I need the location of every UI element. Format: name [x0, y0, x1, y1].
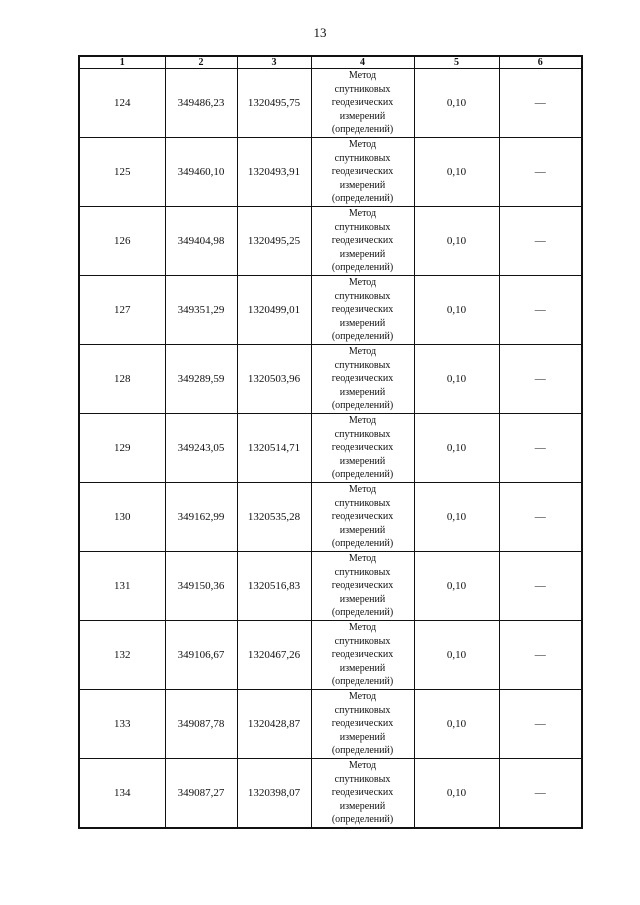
x-coordinate-cell: 349087,27 — [165, 759, 237, 829]
method-cell — [311, 690, 414, 759]
point-number-cell: 129 — [79, 414, 165, 483]
table-row — [79, 414, 582, 483]
y-coordinate-cell: 1320495,25 — [237, 207, 311, 276]
method-text-line: Метод — [348, 277, 377, 289]
y-coordinate-cell: 1320516,83 — [237, 552, 311, 621]
table-row — [79, 759, 582, 829]
method-text-line: (определений) — [331, 262, 394, 274]
method-cell — [311, 621, 414, 690]
method-text-line: (определений) — [331, 469, 394, 481]
y-coordinate-cell: 1320398,07 — [237, 759, 311, 829]
y-coordinate-cell: 1320499,01 — [237, 276, 311, 345]
note-cell: — — [499, 552, 582, 621]
y-coordinate-cell: 1320503,96 — [237, 345, 311, 414]
point-number-cell: 124 — [79, 69, 165, 138]
method-text-line: геодезических — [331, 97, 394, 109]
method-text-line: измерений — [339, 524, 386, 536]
method-cell — [311, 414, 414, 483]
note-cell: — — [499, 345, 582, 414]
x-coordinate-cell: 349162,99 — [165, 483, 237, 552]
column-header-4: 4 — [311, 56, 414, 69]
method-text-line: Метод — [348, 622, 377, 634]
x-coordinate-cell: 349460,10 — [165, 138, 237, 207]
method-text-line: спутниковых — [334, 152, 391, 164]
table-row — [79, 690, 582, 759]
method-text-line: геодезических — [331, 166, 394, 178]
x-coordinate-cell: 349486,23 — [165, 69, 237, 138]
point-number-cell: 128 — [79, 345, 165, 414]
coordinates-table — [78, 55, 583, 829]
method-text-line: измерений — [339, 179, 386, 191]
point-number-cell: 132 — [79, 621, 165, 690]
method-text-line: (определений) — [331, 400, 394, 412]
method-text-line: (определений) — [331, 814, 394, 826]
method-text-line: (определений) — [331, 676, 394, 688]
method-text-line: измерений — [339, 110, 386, 122]
method-text-line: геодезических — [331, 235, 394, 247]
table-row — [79, 621, 582, 690]
table-row — [79, 69, 582, 138]
accuracy-cell: 0,10 — [414, 276, 499, 345]
x-coordinate-cell: 349087,78 — [165, 690, 237, 759]
y-coordinate-cell: 1320428,87 — [237, 690, 311, 759]
method-text-line: (определений) — [331, 193, 394, 205]
note-cell: — — [499, 483, 582, 552]
point-number-cell: 134 — [79, 759, 165, 829]
method-text-line: спутниковых — [334, 428, 391, 440]
table-header-row — [79, 56, 582, 69]
note-cell: — — [499, 276, 582, 345]
method-text-line: измерений — [339, 662, 386, 674]
note-cell: — — [499, 69, 582, 138]
point-number-cell: 133 — [79, 690, 165, 759]
method-text-line: геодезических — [331, 649, 394, 661]
x-coordinate-cell: 349106,67 — [165, 621, 237, 690]
method-text-line: Метод — [348, 760, 377, 772]
accuracy-cell: 0,10 — [414, 552, 499, 621]
method-text-line: (определений) — [331, 124, 394, 136]
method-text-line: измерений — [339, 317, 386, 329]
column-header-6: 6 — [499, 56, 582, 69]
method-text-line: спутниковых — [334, 635, 391, 647]
method-cell — [311, 483, 414, 552]
method-text-line: Метод — [348, 415, 377, 427]
method-text-line: спутниковых — [334, 773, 391, 785]
method-text-line: Метод — [348, 691, 377, 703]
method-text-line: Метод — [348, 346, 377, 358]
method-text-line: спутниковых — [334, 497, 391, 509]
method-text-line: геодезических — [331, 442, 394, 454]
method-cell — [311, 276, 414, 345]
note-cell: — — [499, 138, 582, 207]
point-number-cell: 125 — [79, 138, 165, 207]
point-number-cell: 131 — [79, 552, 165, 621]
method-text-line: геодезических — [331, 511, 394, 523]
note-cell: — — [499, 207, 582, 276]
point-number-cell: 127 — [79, 276, 165, 345]
accuracy-cell: 0,10 — [414, 690, 499, 759]
method-cell — [311, 759, 414, 829]
accuracy-cell: 0,10 — [414, 759, 499, 829]
x-coordinate-cell: 349351,29 — [165, 276, 237, 345]
method-text-line: спутниковых — [334, 221, 391, 233]
method-text-line: геодезических — [331, 304, 394, 316]
column-header-5: 5 — [414, 56, 499, 69]
method-cell — [311, 207, 414, 276]
column-header-2: 2 — [165, 56, 237, 69]
y-coordinate-cell: 1320535,28 — [237, 483, 311, 552]
method-text-line: геодезических — [331, 373, 394, 385]
method-text-line: Метод — [348, 208, 377, 220]
y-coordinate-cell: 1320514,71 — [237, 414, 311, 483]
x-coordinate-cell: 349150,36 — [165, 552, 237, 621]
method-text-line: спутниковых — [334, 359, 391, 371]
table-row — [79, 345, 582, 414]
method-text-line: Метод — [348, 484, 377, 496]
method-text-line: измерений — [339, 248, 386, 260]
table-row — [79, 552, 582, 621]
method-text-line: (определений) — [331, 331, 394, 343]
method-text-line: Метод — [348, 139, 377, 151]
method-text-line: Метод — [348, 553, 377, 565]
table-row — [79, 483, 582, 552]
accuracy-cell: 0,10 — [414, 138, 499, 207]
method-text-line: (определений) — [331, 607, 394, 619]
accuracy-cell: 0,10 — [414, 69, 499, 138]
accuracy-cell: 0,10 — [414, 621, 499, 690]
column-header-3: 3 — [237, 56, 311, 69]
table-row — [79, 207, 582, 276]
method-cell — [311, 69, 414, 138]
x-coordinate-cell: 349289,59 — [165, 345, 237, 414]
x-coordinate-cell: 349404,98 — [165, 207, 237, 276]
method-text-line: измерений — [339, 386, 386, 398]
page-number: 13 — [313, 25, 327, 40]
method-text-line: спутниковых — [334, 566, 391, 578]
method-text-line: Метод — [348, 70, 377, 82]
method-text-line: (определений) — [331, 745, 394, 757]
method-text-line: измерений — [339, 593, 386, 605]
y-coordinate-cell: 1320495,75 — [237, 69, 311, 138]
table-body — [79, 69, 582, 829]
method-text-line: спутниковых — [334, 83, 391, 95]
method-text-line: спутниковых — [334, 704, 391, 716]
method-text-line: геодезических — [331, 718, 394, 730]
method-text-line: измерений — [339, 800, 386, 812]
method-text-line: геодезических — [331, 580, 394, 592]
point-number-cell: 126 — [79, 207, 165, 276]
method-cell — [311, 552, 414, 621]
accuracy-cell: 0,10 — [414, 483, 499, 552]
note-cell: — — [499, 759, 582, 829]
point-number-cell: 130 — [79, 483, 165, 552]
accuracy-cell: 0,10 — [414, 414, 499, 483]
y-coordinate-cell: 1320493,91 — [237, 138, 311, 207]
note-cell: — — [499, 621, 582, 690]
x-coordinate-cell: 349243,05 — [165, 414, 237, 483]
method-text-line: спутниковых — [334, 290, 391, 302]
method-cell — [311, 138, 414, 207]
method-text-line: измерений — [339, 455, 386, 467]
method-cell — [311, 345, 414, 414]
note-cell: — — [499, 690, 582, 759]
table-row — [79, 276, 582, 345]
method-text-line: геодезических — [331, 787, 394, 799]
column-header-1: 1 — [79, 56, 165, 69]
accuracy-cell: 0,10 — [414, 207, 499, 276]
method-text-line: (определений) — [331, 538, 394, 550]
accuracy-cell: 0,10 — [414, 345, 499, 414]
y-coordinate-cell: 1320467,26 — [237, 621, 311, 690]
table-row — [79, 138, 582, 207]
note-cell: — — [499, 414, 582, 483]
method-text-line: измерений — [339, 731, 386, 743]
